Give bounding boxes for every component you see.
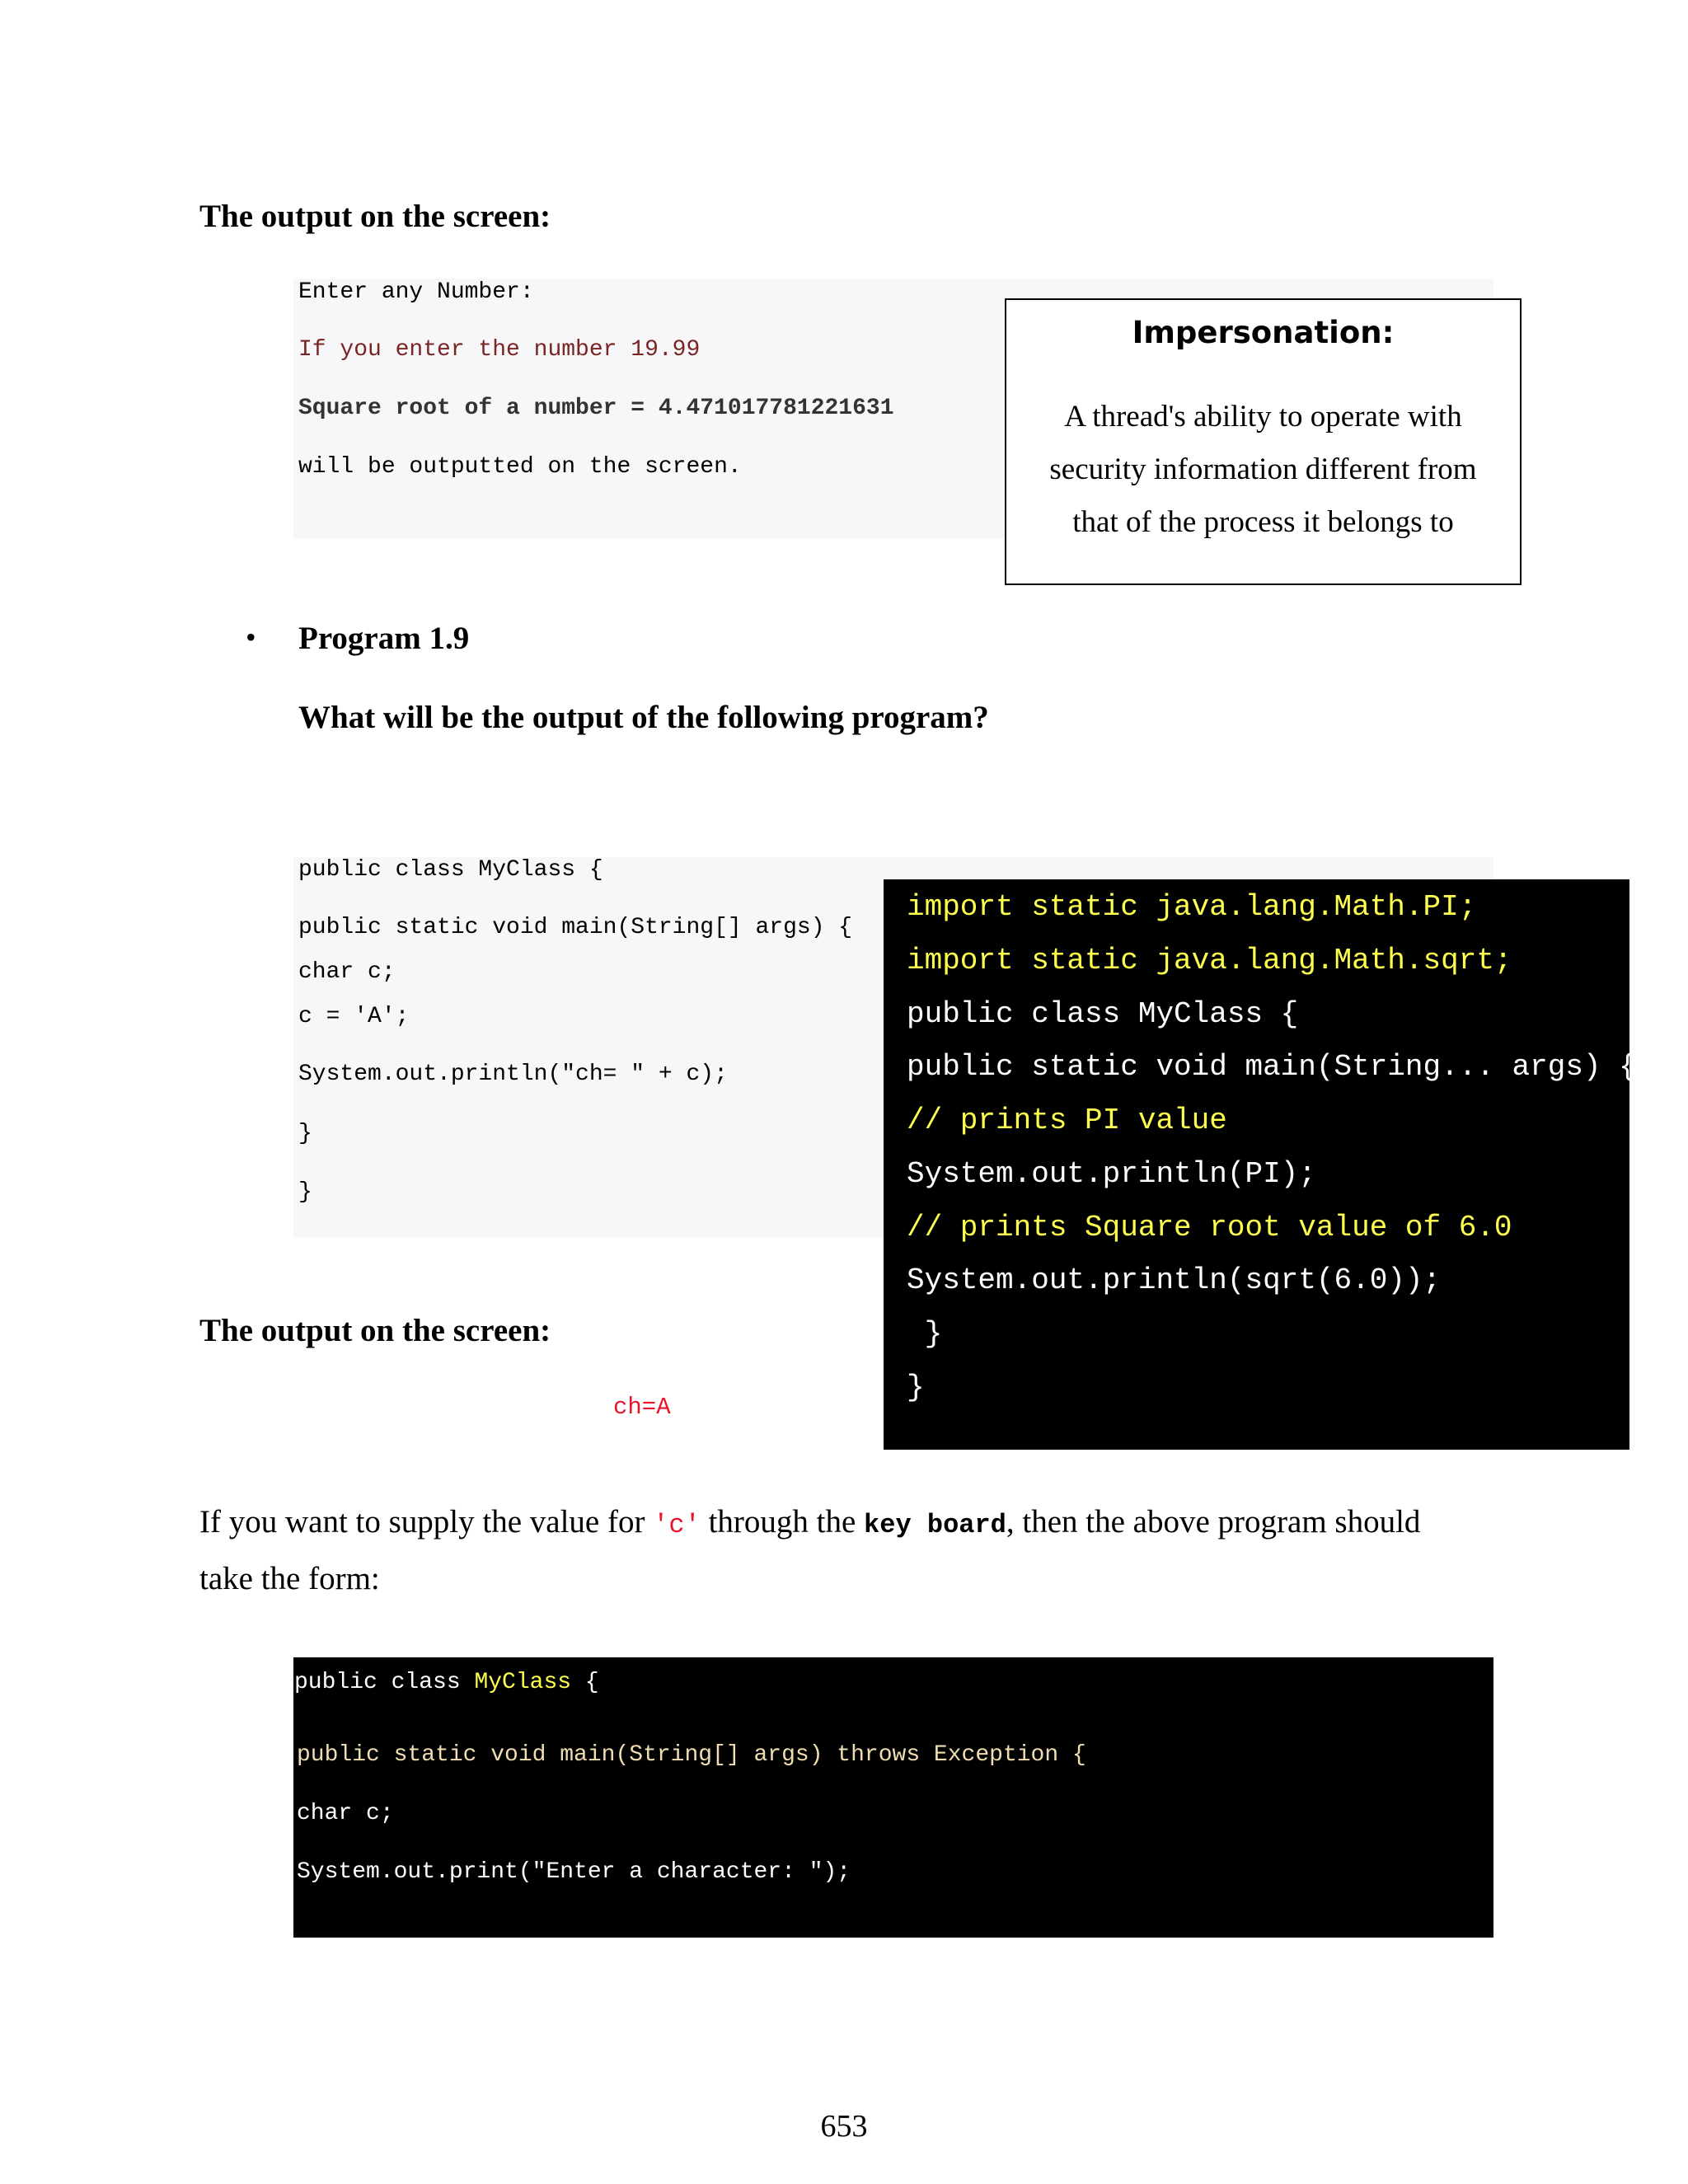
program-question: What will be the output of the following program?	[298, 700, 989, 735]
inline-code: key board	[864, 1510, 1006, 1540]
page-number: 653	[820, 2109, 868, 2144]
code-line: }	[907, 1317, 943, 1351]
code-line: If you enter the number 19.99	[298, 337, 701, 363]
code-line: public static void main(String[] args) throws Exception {	[297, 1742, 1086, 1768]
code-line: System.out.print("Enter a character: ");	[297, 1859, 851, 1885]
code-line: }	[907, 1371, 925, 1404]
section-heading: The output on the screen:	[199, 1313, 551, 1348]
code-line: will be outputted on the screen.	[298, 454, 742, 480]
code-line: // prints PI value	[907, 1104, 1227, 1137]
code-line: System.out.println(PI);	[907, 1157, 1316, 1191]
impersonation-callout	[1005, 298, 1522, 585]
code-line: public class MyClass {	[907, 997, 1299, 1031]
code-line: c = 'A';	[298, 1004, 410, 1029]
code-line: public class MyClass {	[298, 857, 603, 883]
keyboard-input-code-block	[293, 1657, 1493, 1938]
static-import-code-block	[884, 879, 1637, 1450]
inline-code: 'c'	[653, 1510, 701, 1540]
code-brace: {	[571, 1670, 599, 1695]
paragraph-line	[199, 1503, 1420, 1540]
code-keyword: public class	[294, 1670, 475, 1695]
code-class-name: MyClass	[474, 1670, 572, 1695]
callout-title: Impersonation:	[1132, 315, 1395, 350]
paragraph-text: , then the above program should	[1006, 1504, 1421, 1540]
callout-line: security information different from	[1049, 452, 1477, 486]
callout-line: A thread's ability to operate with	[1064, 400, 1462, 434]
paragraph-line: take the form:	[199, 1561, 380, 1596]
code-line: char c;	[297, 1801, 394, 1826]
code-line: Enter any Number:	[298, 279, 534, 305]
code-line	[294, 1670, 599, 1695]
code-line: import static java.lang.Math.PI;	[907, 890, 1477, 924]
section-heading: The output on the screen:	[199, 199, 551, 234]
paragraph-text: through the	[700, 1504, 865, 1540]
callout-line: that of the process it belongs to	[1072, 505, 1454, 539]
code-line: System.out.println(sqrt(6.0));	[907, 1263, 1442, 1297]
code-line: Square root of a number = 4.471017781221631	[298, 396, 894, 421]
code-line: public static void main(String[] args) {	[298, 915, 853, 940]
paragraph-text: If you want to supply the value for	[199, 1504, 654, 1540]
code-line: import static java.lang.Math.sqrt;	[907, 944, 1512, 977]
bullet-icon: •	[246, 621, 256, 654]
code-line: public static void main(String... args) {	[907, 1050, 1637, 1084]
code-line: }	[298, 1179, 312, 1205]
code-line: char c;	[298, 959, 396, 985]
code-line: // prints Square root value of 6.0	[907, 1211, 1512, 1244]
code-line: }	[298, 1121, 312, 1146]
program-title: Program 1.9	[298, 621, 470, 656]
code-line: System.out.println("ch= " + c);	[298, 1062, 728, 1087]
program-output: ch=A	[613, 1394, 671, 1421]
